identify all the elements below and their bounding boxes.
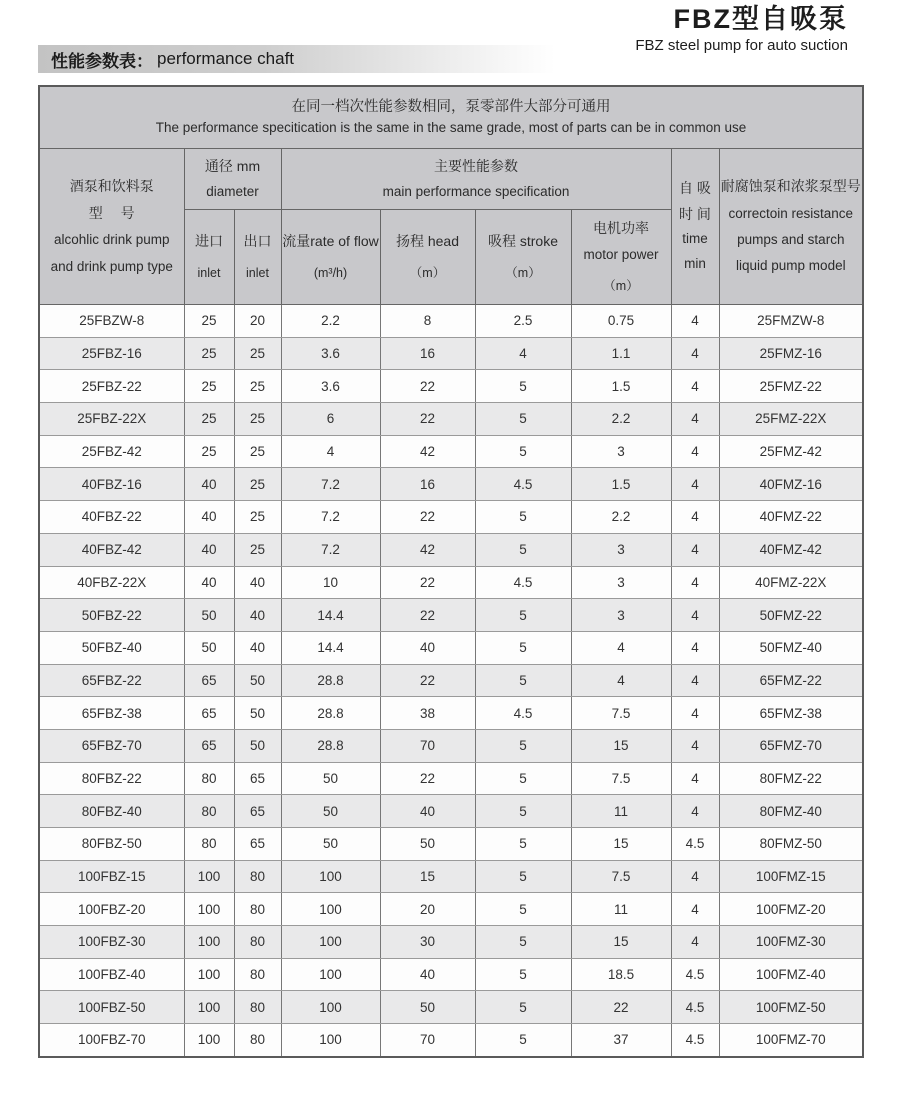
power-cell: 3 [571, 533, 671, 566]
header-group-row [39, 149, 863, 210]
table-row [39, 337, 863, 370]
inlet-cell: 40 [184, 501, 234, 534]
stroke-cell: 4.5 [475, 566, 571, 599]
table-row [39, 893, 863, 926]
fmz-model-cell: 80FMZ-50 [719, 828, 863, 861]
time-cell: 4 [671, 370, 719, 403]
stroke-cell: 5 [475, 828, 571, 861]
fmz-model-cell: 80FMZ-22 [719, 762, 863, 795]
inlet-cell: 80 [184, 795, 234, 828]
outlet-cell: 65 [234, 762, 281, 795]
time-cell: 4 [671, 762, 719, 795]
inlet-cell: 65 [184, 664, 234, 697]
fmz-model-cell: 100FMZ-70 [719, 1024, 863, 1057]
time-header-en1: time [682, 231, 708, 247]
column-header-flow [281, 210, 380, 305]
head-cell: 8 [380, 305, 475, 338]
model-header-cn2: 型 号 [88, 205, 142, 222]
fmz-model-cell: 65FMZ-22 [719, 664, 863, 697]
diameter-header-en: diameter [206, 184, 259, 200]
head-cell: 22 [380, 370, 475, 403]
fmz-model-cell: 80FMZ-40 [719, 795, 863, 828]
head-cell: 50 [380, 828, 475, 861]
model-cell: 50FBZ-22 [39, 599, 184, 632]
time-cell: 4 [671, 435, 719, 468]
table-row [39, 828, 863, 861]
time-cell: 4 [671, 893, 719, 926]
flow-cell: 100 [281, 860, 380, 893]
head-cell: 20 [380, 893, 475, 926]
model-cell: 100FBZ-40 [39, 958, 184, 991]
inlet-header-en: inlet [197, 266, 221, 281]
stroke-cell: 5 [475, 533, 571, 566]
column-header-time [671, 149, 719, 305]
flow-cell: 100 [281, 1024, 380, 1057]
power-cell: 4 [571, 631, 671, 664]
table-row [39, 599, 863, 632]
fmz-model-cell: 25FMZ-42 [719, 435, 863, 468]
head-cell: 50 [380, 991, 475, 1024]
fmz-model-cell: 50FMZ-22 [719, 599, 863, 632]
table-row [39, 958, 863, 991]
time-cell: 4.5 [671, 1024, 719, 1057]
power-cell: 3 [571, 435, 671, 468]
stroke-cell: 5 [475, 762, 571, 795]
section-header-bar [38, 45, 600, 73]
model-cell: 65FBZ-70 [39, 729, 184, 762]
time-header-en2: min [684, 256, 706, 272]
power-cell: 4 [571, 664, 671, 697]
power-cell: 3 [571, 566, 671, 599]
outlet-cell: 25 [234, 468, 281, 501]
table-row [39, 729, 863, 762]
diameter-header-cn: 通径 mm [204, 157, 261, 174]
inlet-cell: 40 [184, 566, 234, 599]
power-cell: 22 [571, 991, 671, 1024]
flow-cell: 100 [281, 991, 380, 1024]
model-cell: 100FBZ-20 [39, 893, 184, 926]
head-cell: 42 [380, 533, 475, 566]
power-cell: 37 [571, 1024, 671, 1057]
head-cell: 38 [380, 697, 475, 730]
fmz-header-en1: correctoin resistance [728, 205, 854, 221]
time-header-cn2: 时 间 [679, 205, 711, 222]
model-cell: 100FBZ-70 [39, 1024, 184, 1057]
fmz-model-cell: 100FMZ-40 [719, 958, 863, 991]
time-cell: 4 [671, 631, 719, 664]
stroke-cell: 2.5 [475, 305, 571, 338]
column-header-power [571, 210, 671, 305]
flow-cell: 100 [281, 926, 380, 959]
table-row [39, 1024, 863, 1057]
power-header-unit: （m） [603, 279, 639, 294]
outlet-header-cn: 出口 [243, 232, 272, 249]
model-cell: 40FBZ-22X [39, 566, 184, 599]
model-cell: 100FBZ-15 [39, 860, 184, 893]
inlet-cell: 25 [184, 337, 234, 370]
inlet-cell: 100 [184, 958, 234, 991]
power-cell: 15 [571, 926, 671, 959]
time-cell: 4 [671, 403, 719, 436]
stroke-header-unit: （m） [505, 266, 541, 281]
table-row [39, 926, 863, 959]
head-cell: 16 [380, 468, 475, 501]
time-cell: 4 [671, 664, 719, 697]
inlet-cell: 50 [184, 599, 234, 632]
power-cell: 3 [571, 599, 671, 632]
outlet-cell: 25 [234, 501, 281, 534]
outlet-cell: 65 [234, 828, 281, 861]
time-cell: 4 [671, 926, 719, 959]
flow-header-unit: (m³/h) [313, 266, 348, 281]
head-cell: 16 [380, 337, 475, 370]
model-cell: 50FBZ-40 [39, 631, 184, 664]
main-group-header-en: main performance specification [382, 184, 570, 200]
outlet-cell: 20 [234, 305, 281, 338]
flow-cell: 100 [281, 893, 380, 926]
notice-text-en: The performance specitication is the same in the same grade, most of parts can be in common use [155, 120, 747, 136]
outlet-cell: 25 [234, 370, 281, 403]
stroke-cell: 5 [475, 729, 571, 762]
column-header-inlet [184, 210, 234, 305]
outlet-cell: 50 [234, 697, 281, 730]
time-cell: 4 [671, 795, 719, 828]
fmz-model-cell: 100FMZ-50 [719, 991, 863, 1024]
notice-cell [39, 86, 863, 149]
power-cell: 0.75 [571, 305, 671, 338]
head-cell: 40 [380, 958, 475, 991]
flow-cell: 28.8 [281, 697, 380, 730]
head-cell: 40 [380, 795, 475, 828]
flow-cell: 10 [281, 566, 380, 599]
power-cell: 15 [571, 729, 671, 762]
section-title-cn: 性能参数表： [51, 51, 153, 71]
inlet-cell: 80 [184, 828, 234, 861]
inlet-cell: 100 [184, 893, 234, 926]
stroke-cell: 5 [475, 664, 571, 697]
table-row [39, 468, 863, 501]
column-header-diameter-group [184, 149, 281, 210]
power-cell: 1.5 [571, 468, 671, 501]
model-cell: 25FBZ-16 [39, 337, 184, 370]
notice-text-cn: 在同一档次性能参数相同，泵零部件大部分可通用 [291, 98, 611, 115]
head-cell: 70 [380, 729, 475, 762]
stroke-cell: 5 [475, 893, 571, 926]
head-cell: 22 [380, 762, 475, 795]
inlet-cell: 25 [184, 305, 234, 338]
column-header-model [39, 149, 184, 305]
power-cell: 7.5 [571, 860, 671, 893]
table-row [39, 664, 863, 697]
model-cell: 40FBZ-22 [39, 501, 184, 534]
head-cell: 22 [380, 664, 475, 697]
fmz-model-cell: 25FMZW-8 [719, 305, 863, 338]
flow-cell: 50 [281, 762, 380, 795]
power-cell: 11 [571, 893, 671, 926]
stroke-cell: 5 [475, 435, 571, 468]
time-cell: 4 [671, 599, 719, 632]
table-row [39, 533, 863, 566]
inlet-cell: 100 [184, 860, 234, 893]
model-header-cn1: 酒泵和饮料泵 [69, 177, 154, 194]
head-header-label: 扬程 head [395, 232, 460, 249]
flow-cell: 4 [281, 435, 380, 468]
notice-row [39, 86, 863, 149]
head-cell: 22 [380, 403, 475, 436]
outlet-cell: 40 [234, 631, 281, 664]
fmz-model-cell: 25FMZ-16 [719, 337, 863, 370]
table-row [39, 991, 863, 1024]
stroke-cell: 4 [475, 337, 571, 370]
stroke-cell: 5 [475, 860, 571, 893]
table-row [39, 860, 863, 893]
fmz-header-en3: liquid pump model [736, 258, 846, 274]
model-cell: 80FBZ-40 [39, 795, 184, 828]
table-row [39, 403, 863, 436]
power-cell: 18.5 [571, 958, 671, 991]
stroke-cell: 5 [475, 370, 571, 403]
time-cell: 4.5 [671, 828, 719, 861]
power-cell: 2.2 [571, 403, 671, 436]
table-row [39, 370, 863, 403]
time-cell: 4 [671, 860, 719, 893]
model-cell: 65FBZ-22 [39, 664, 184, 697]
outlet-cell: 25 [234, 403, 281, 436]
model-cell: 25FBZW-8 [39, 305, 184, 338]
inlet-cell: 25 [184, 370, 234, 403]
power-cell: 11 [571, 795, 671, 828]
fmz-model-cell: 65FMZ-70 [719, 729, 863, 762]
model-cell: 80FBZ-22 [39, 762, 184, 795]
fmz-header-cn: 耐腐蚀泵和浓浆泵型号 [720, 178, 861, 195]
power-cell: 1.1 [571, 337, 671, 370]
table-row [39, 566, 863, 599]
inlet-cell: 65 [184, 697, 234, 730]
flow-cell: 14.4 [281, 599, 380, 632]
inlet-header-cn: 进口 [195, 232, 223, 249]
outlet-cell: 25 [234, 337, 281, 370]
table-body [39, 305, 863, 1057]
inlet-cell: 100 [184, 1024, 234, 1057]
stroke-cell: 5 [475, 795, 571, 828]
power-cell: 7.5 [571, 762, 671, 795]
flow-cell: 3.6 [281, 370, 380, 403]
table-row [39, 305, 863, 338]
table-row [39, 697, 863, 730]
model-cell: 25FBZ-22X [39, 403, 184, 436]
power-cell: 2.2 [571, 501, 671, 534]
flow-cell: 28.8 [281, 729, 380, 762]
section-title-en: performance chaft [157, 49, 295, 68]
inlet-cell: 100 [184, 926, 234, 959]
fmz-model-cell: 40FMZ-42 [719, 533, 863, 566]
time-cell: 4 [671, 566, 719, 599]
outlet-cell: 80 [234, 1024, 281, 1057]
column-header-outlet [234, 210, 281, 305]
time-header-cn1: 自 吸 [679, 179, 711, 196]
doc-title-cn: FBZ型自吸泵 [673, 4, 848, 34]
power-header-cn: 电机功率 [593, 220, 649, 236]
power-cell: 15 [571, 828, 671, 861]
stroke-header-label: 吸程 stroke [487, 232, 558, 249]
head-cell: 30 [380, 926, 475, 959]
power-header-en: motor power [583, 246, 659, 262]
stroke-cell: 4.5 [475, 468, 571, 501]
time-cell: 4.5 [671, 991, 719, 1024]
column-header-fmz-model [719, 149, 863, 305]
performance-table [38, 85, 864, 1058]
doc-title-en: FBZ steel pump for auto suction [635, 37, 848, 55]
fmz-model-cell: 25FMZ-22 [719, 370, 863, 403]
head-cell: 42 [380, 435, 475, 468]
doc-title-block [635, 4, 848, 54]
stroke-cell: 5 [475, 403, 571, 436]
fmz-model-cell: 40FMZ-22X [719, 566, 863, 599]
table-row [39, 501, 863, 534]
time-cell: 4 [671, 305, 719, 338]
outlet-cell: 80 [234, 958, 281, 991]
flow-cell: 14.4 [281, 631, 380, 664]
flow-cell: 100 [281, 958, 380, 991]
stroke-cell: 5 [475, 926, 571, 959]
outlet-cell: 25 [234, 533, 281, 566]
inlet-cell: 25 [184, 435, 234, 468]
column-header-stroke [475, 210, 571, 305]
outlet-cell: 65 [234, 795, 281, 828]
model-header-en1: alcohlic drink pump [53, 232, 170, 248]
inlet-cell: 100 [184, 991, 234, 1024]
table-row [39, 762, 863, 795]
time-cell: 4 [671, 533, 719, 566]
model-cell: 80FBZ-50 [39, 828, 184, 861]
model-cell: 25FBZ-42 [39, 435, 184, 468]
model-cell: 25FBZ-22 [39, 370, 184, 403]
column-header-main-group [281, 149, 671, 210]
column-header-head [380, 210, 475, 305]
head-cell: 22 [380, 566, 475, 599]
model-cell: 40FBZ-16 [39, 468, 184, 501]
flow-cell: 50 [281, 795, 380, 828]
outlet-cell: 80 [234, 893, 281, 926]
time-cell: 4 [671, 337, 719, 370]
model-header-en2: and drink pump type [50, 258, 173, 274]
flow-cell: 7.2 [281, 501, 380, 534]
head-cell: 70 [380, 1024, 475, 1057]
fmz-model-cell: 25FMZ-22X [719, 403, 863, 436]
head-cell: 40 [380, 631, 475, 664]
stroke-cell: 5 [475, 991, 571, 1024]
time-cell: 4 [671, 697, 719, 730]
power-cell: 7.5 [571, 697, 671, 730]
flow-cell: 7.2 [281, 533, 380, 566]
table-row [39, 795, 863, 828]
model-cell: 100FBZ-50 [39, 991, 184, 1024]
outlet-cell: 80 [234, 926, 281, 959]
fmz-model-cell: 50FMZ-40 [719, 631, 863, 664]
head-cell: 22 [380, 599, 475, 632]
outlet-cell: 50 [234, 729, 281, 762]
stroke-cell: 5 [475, 501, 571, 534]
flow-cell: 6 [281, 403, 380, 436]
flow-cell: 28.8 [281, 664, 380, 697]
flow-cell: 2.2 [281, 305, 380, 338]
stroke-cell: 5 [475, 599, 571, 632]
flow-cell: 3.6 [281, 337, 380, 370]
flow-header-label: 流量rate of flow [282, 232, 379, 249]
fmz-model-cell: 40FMZ-22 [719, 501, 863, 534]
flow-cell: 7.2 [281, 468, 380, 501]
inlet-cell: 25 [184, 403, 234, 436]
inlet-cell: 80 [184, 762, 234, 795]
model-cell: 100FBZ-30 [39, 926, 184, 959]
table-row [39, 631, 863, 664]
outlet-cell: 40 [234, 599, 281, 632]
outlet-cell: 40 [234, 566, 281, 599]
outlet-cell: 80 [234, 860, 281, 893]
inlet-cell: 50 [184, 631, 234, 664]
inlet-cell: 65 [184, 729, 234, 762]
time-cell: 4.5 [671, 958, 719, 991]
outlet-header-en: inlet [246, 266, 269, 281]
power-cell: 1.5 [571, 370, 671, 403]
head-cell: 22 [380, 501, 475, 534]
inlet-cell: 40 [184, 468, 234, 501]
fmz-header-en2: pumps and starch [737, 231, 845, 247]
stroke-cell: 5 [475, 1024, 571, 1057]
table-row [39, 435, 863, 468]
stroke-cell: 5 [475, 631, 571, 664]
time-cell: 4 [671, 501, 719, 534]
fmz-model-cell: 40FMZ-16 [719, 468, 863, 501]
time-cell: 4 [671, 729, 719, 762]
outlet-cell: 25 [234, 435, 281, 468]
stroke-cell: 5 [475, 958, 571, 991]
fmz-model-cell: 100FMZ-30 [719, 926, 863, 959]
main-group-header-cn: 主要性能参数 [434, 157, 518, 174]
model-cell: 40FBZ-42 [39, 533, 184, 566]
fmz-model-cell: 100FMZ-15 [719, 860, 863, 893]
flow-cell: 50 [281, 828, 380, 861]
outlet-cell: 80 [234, 991, 281, 1024]
head-header-unit: （m） [409, 266, 446, 281]
outlet-cell: 50 [234, 664, 281, 697]
model-cell: 65FBZ-38 [39, 697, 184, 730]
inlet-cell: 40 [184, 533, 234, 566]
stroke-cell: 4.5 [475, 697, 571, 730]
time-cell: 4 [671, 468, 719, 501]
head-cell: 15 [380, 860, 475, 893]
fmz-model-cell: 100FMZ-20 [719, 893, 863, 926]
fmz-model-cell: 65FMZ-38 [719, 697, 863, 730]
